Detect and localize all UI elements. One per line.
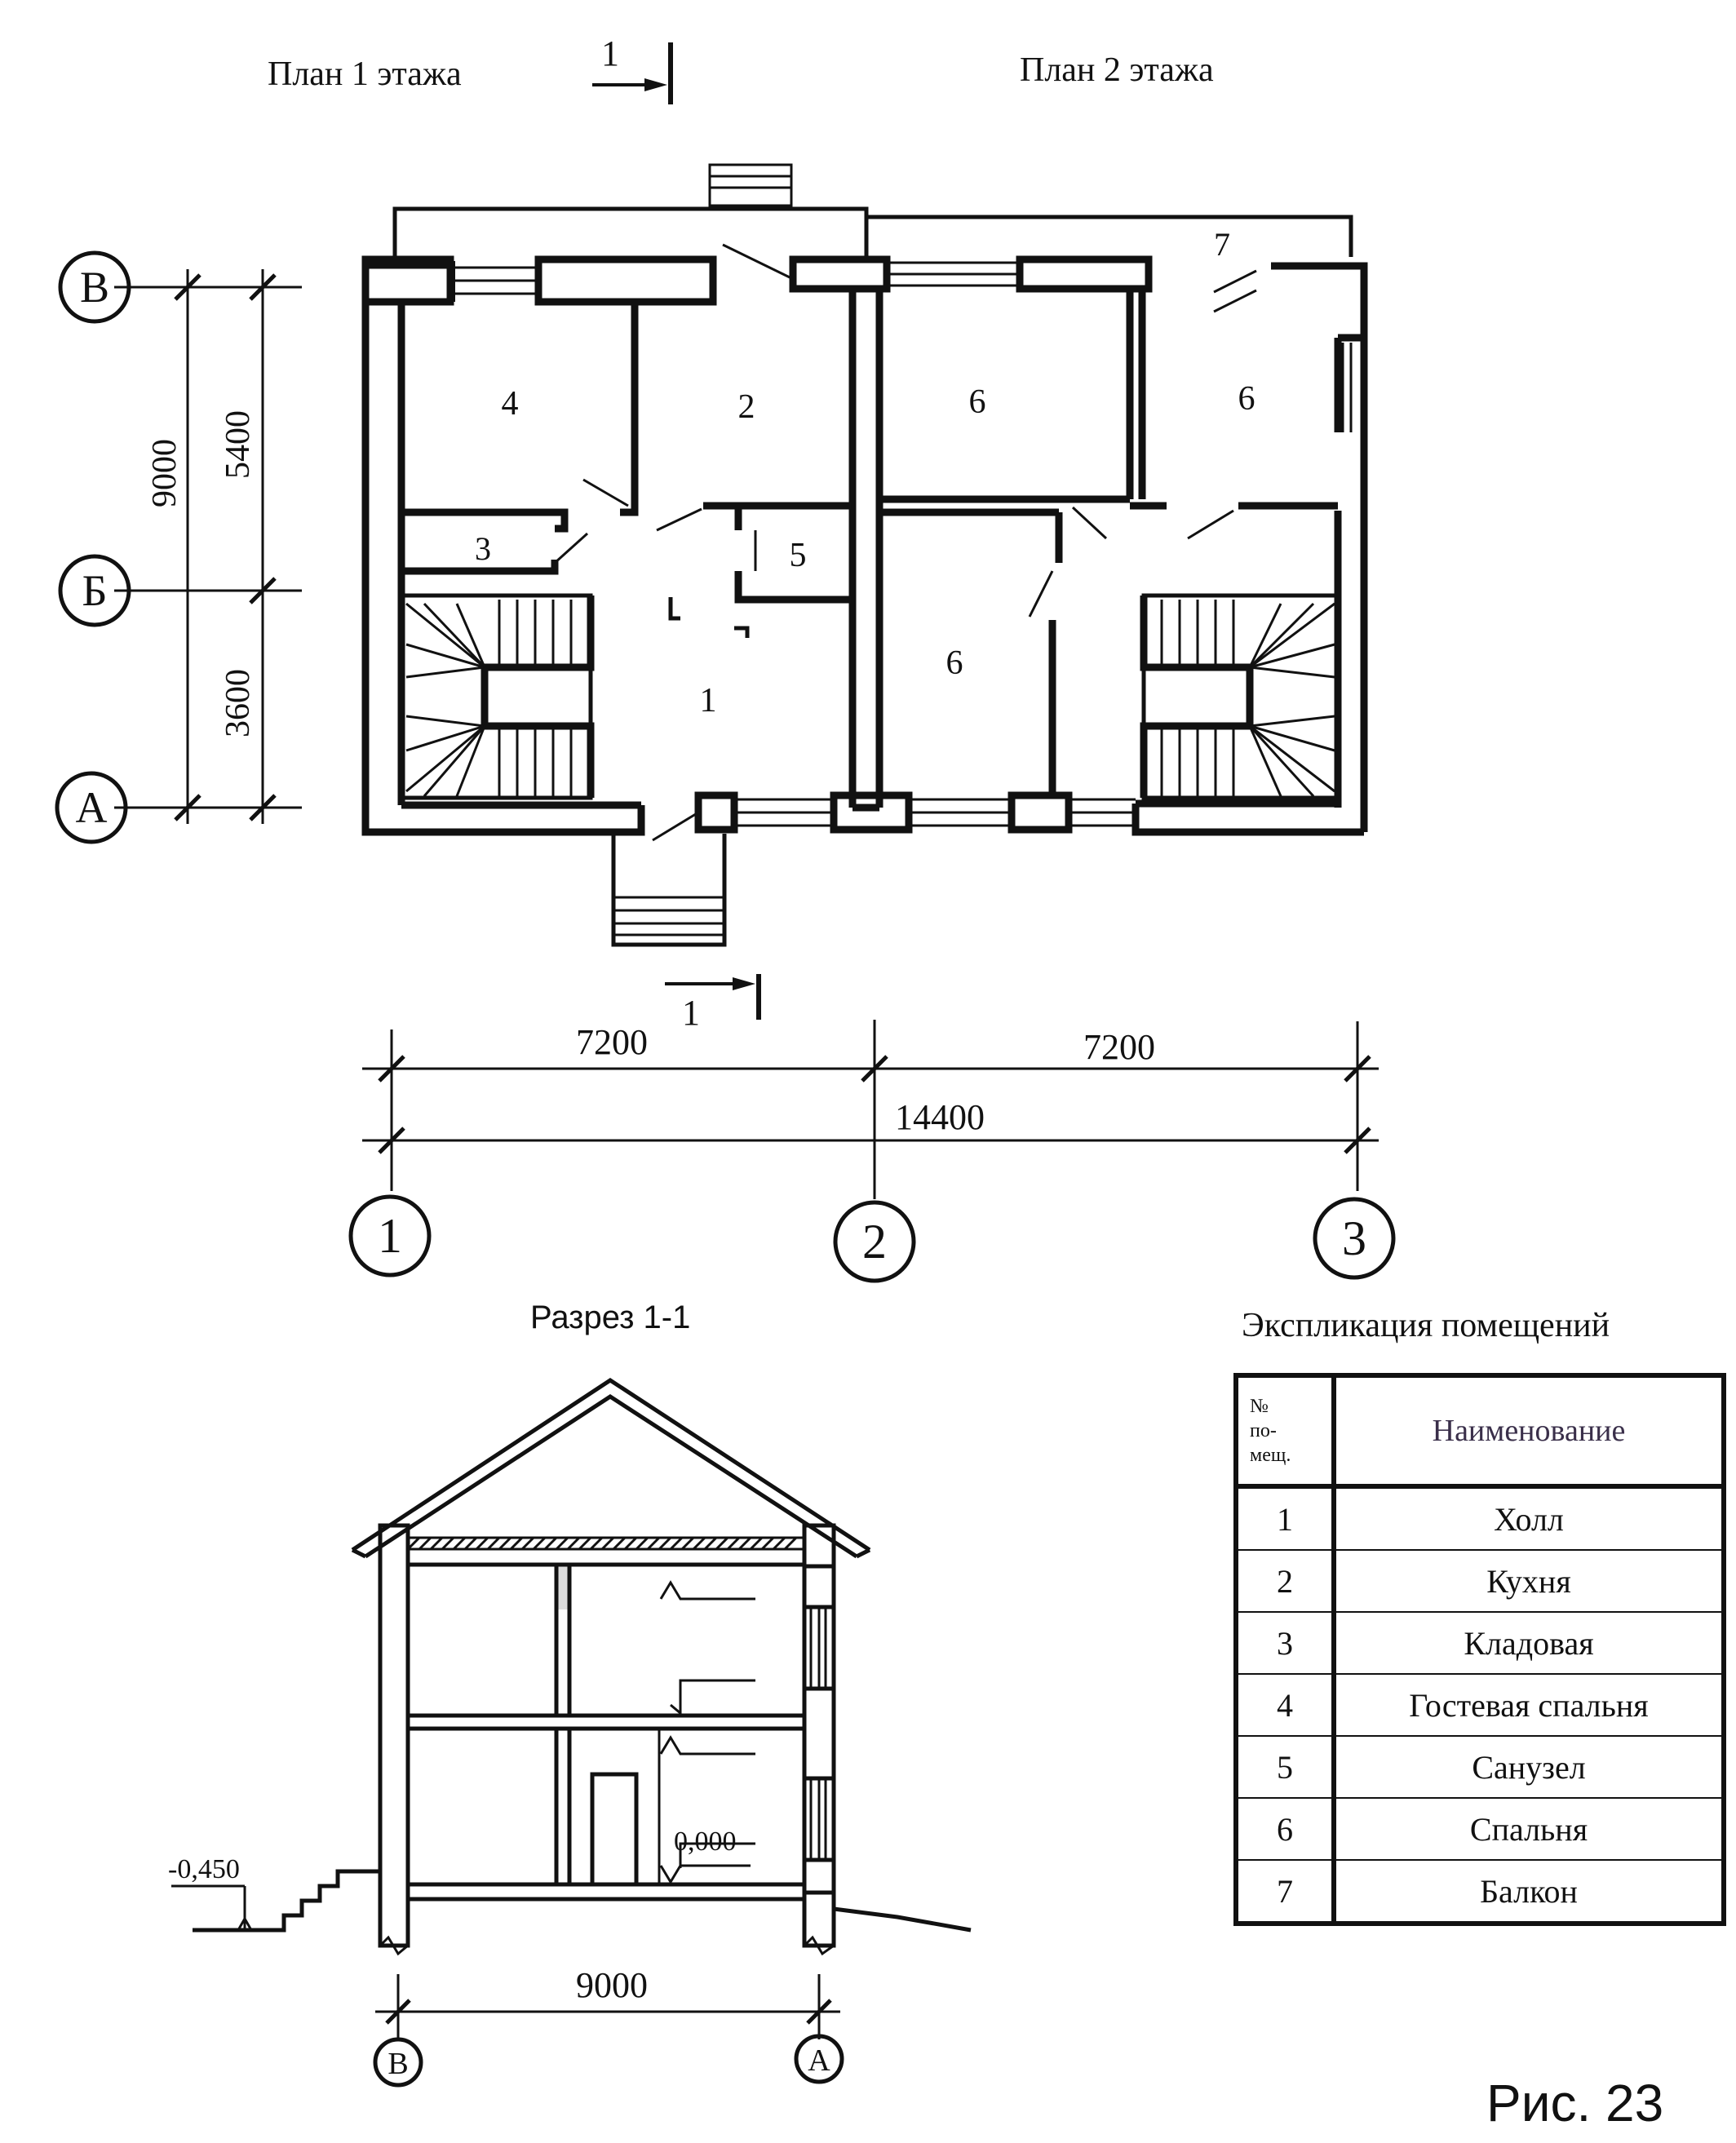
room-number: 4 [501,385,519,423]
row-num: 4 [1236,1674,1334,1736]
room-number: 7 [1214,226,1230,263]
room-number: 6 [968,383,986,421]
axis-label-2: 2 [862,1215,887,1269]
cut-mark-top [592,33,671,104]
explication-title: Экспликация помещений [1242,1307,1610,1344]
section-axis-a: А [808,2043,830,2078]
dim-bottom-left: 7200 [576,1022,648,1062]
dim-bottom-right: 7200 [1083,1027,1155,1067]
bottom-dimensions [351,1020,1393,1281]
room-number: 5 [789,537,807,574]
svg-text:1: 1 [601,33,619,73]
header-name: Наименование [1334,1375,1724,1486]
plan2-title: План 2 этажа [1020,51,1214,89]
row-name: Гостевая спальня [1334,1674,1724,1736]
row-num: 7 [1236,1860,1334,1924]
row-name: Спальня [1334,1798,1724,1860]
room-number: 3 [475,530,491,567]
right-staircase [1144,596,1338,798]
dim-left-total: 9000 [146,439,184,507]
row-name: Балкон [1334,1860,1724,1924]
table-row [1236,1674,1724,1736]
table-row [1236,1798,1724,1860]
cut-mark-bottom [665,974,759,1033]
svg-text:1: 1 [682,993,700,1033]
table-row [1236,1860,1724,1924]
explication-table [1233,1373,1726,1926]
row-name: Кухня [1334,1550,1724,1612]
axis-label-a: А [75,783,108,832]
row-num: 2 [1236,1550,1334,1612]
dim-left-lower: 3600 [219,669,257,737]
table-row [1236,1612,1724,1674]
floor-plan [365,165,1364,945]
row-name: Кладовая [1334,1612,1724,1674]
axis-label-1: 1 [378,1209,402,1263]
row-num: 3 [1236,1612,1334,1674]
dim-left-upper: 5400 [219,410,257,479]
table-row [1236,1486,1724,1550]
row-num: 5 [1236,1736,1334,1798]
plan1-title: План 1 этажа [268,55,462,93]
room-number: 2 [737,388,755,426]
row-num: 6 [1236,1798,1334,1860]
table-row [1236,1736,1724,1798]
room-number: 1 [699,682,717,719]
row-name: Холл [1334,1486,1724,1550]
figure-label: Рис. 23 [1486,2074,1664,2132]
level-ground: -0,450 [168,1854,240,1884]
level-floor: 0,000 [674,1826,737,1857]
left-dimensions [57,253,302,842]
table-header-row [1236,1375,1724,1486]
row-num: 1 [1236,1486,1334,1550]
dim-bottom-total: 14400 [895,1097,985,1137]
section-axis-v: В [388,2047,409,2081]
left-staircase [401,596,591,798]
dim-section-width: 9000 [576,1965,648,2005]
table-row [1236,1550,1724,1612]
row-name: Санузел [1334,1736,1724,1798]
room-number: 6 [946,644,963,682]
axis-label-3: 3 [1342,1211,1366,1265]
header-num: № по- мещ. [1236,1375,1334,1486]
section-title: Разрез 1-1 [530,1300,691,1335]
axis-label-b: Б [82,566,108,615]
section-view [168,1380,971,2085]
room-number: 6 [1238,380,1256,418]
axis-label-v: В [79,263,110,312]
